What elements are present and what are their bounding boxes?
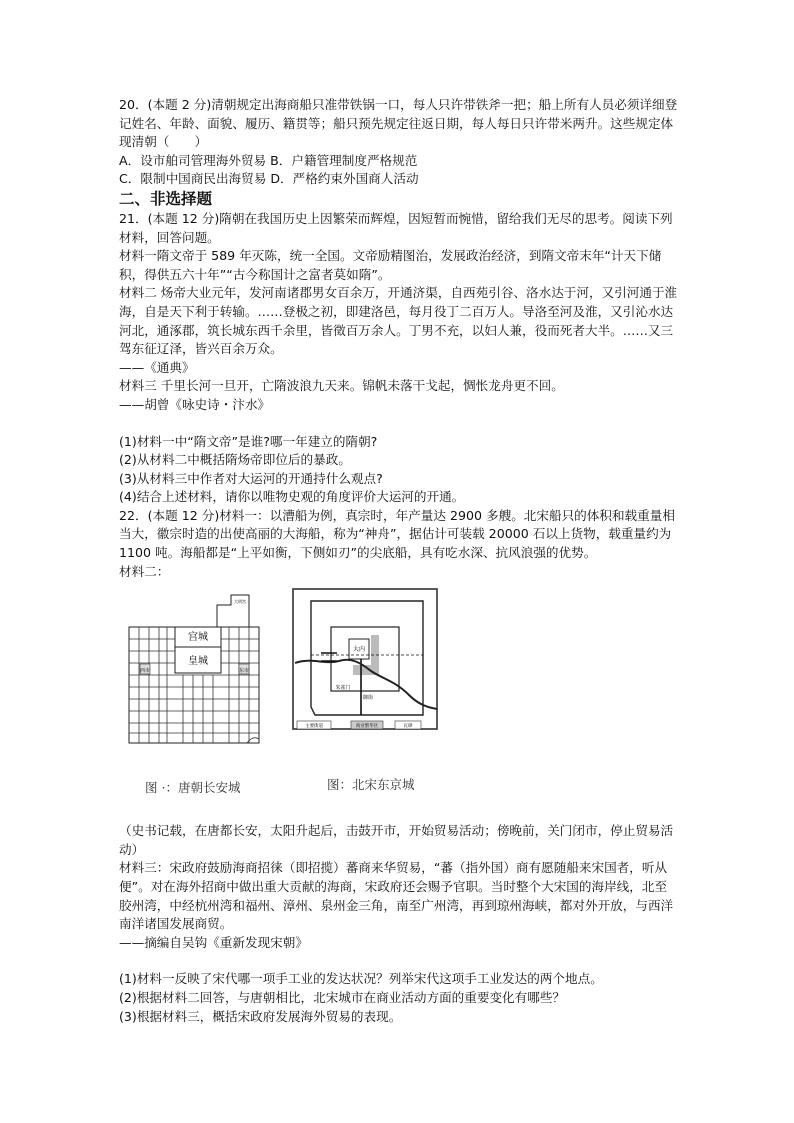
legend-commercial-zone: 商业繁华区 <box>355 724 379 730</box>
figure-1-caption: 图 ·：唐朝长安城 <box>145 780 241 796</box>
q22-question-3: (3)根据材料三，概括宋政府发展海外贸易的表现。 <box>119 1008 402 1024</box>
q21-material-2: 材料二 炀帝大业元年，发河南诸郡男女百余万，开通济渠，自西苑引谷、洛水达于河，又引河通于淮海，自是天下利于转输。……登极之初，即建洛邑，每月役丁二百万人。导洛至河及淮，又引沁水达河北，通涿郡，筑长城东西千余里，皆徵百万余人。丁男不充，以妇人兼，役而死者大半。……又三驾东征辽泽，皆兴百余万众。 <box>119 285 678 357</box>
imperial-city-label: 皇城 <box>188 656 208 668</box>
east-market-label: 东市 <box>238 668 250 675</box>
q22-question-1: (1)材料一反映了宋代哪一项手工业的发达状况？列举宋代这项手工业发达的两个地点。 <box>119 971 603 987</box>
imperial-street-label: 御街 <box>362 695 374 702</box>
q20-stem: 20．(本题 2 分)清朝规定出海商船只准带铁锅一口，每人只许带铁斧一把；船上所有人员必须详细登记姓名、年龄、面貌、履历、籍贯等；船只预先规定往返日期，每人每日只许带米两升。这些规定体现清朝（ ） <box>119 97 678 150</box>
palace-city-label: 宫城 <box>188 632 208 644</box>
q21-material-3-source: ——胡曾《咏史诗・汴水》 <box>119 396 271 412</box>
q21-material-3: 材料三 千里长河一旦开，亡隋波浪九天来。锦帆未落干戈起，惆怅龙舟更不回。 <box>119 378 564 394</box>
q21-stem: 21．(本题 12 分)隋朝在我国历史上因繁荣而辉煌，因短暂而惋惜，留给我们无尽的思考。阅读下列材料，回答问题。 <box>119 210 673 245</box>
changan-map-figure <box>127 593 267 753</box>
legend-washi: 瓦肆 <box>403 724 413 730</box>
figure-area <box>119 587 679 822</box>
inner-palace-label: 大内 <box>352 646 366 654</box>
q21-question-1: (1)材料一中“隋文帝”是谁?哪一年建立的隋朝? <box>119 433 378 449</box>
daming-palace-label: 大明宫 <box>234 599 246 605</box>
q21-question-4: (4)结合上述材料，请你以唯物史观的角度评价大运河的开通。 <box>119 489 465 505</box>
exam-page <box>119 96 679 1026</box>
dongjing-map-figure <box>291 587 441 747</box>
q20-options-cd: C．限制中国商民出海贸易 D．严格约束外国商人活动 <box>119 171 419 187</box>
q22-material-3: 材料三：宋政府鼓励海商招徕（即招揽）蕃商来华贸易，“蕃（指外国）商有愿随船来宋国者，听从便”。对在海外招商中做出重大贡献的海商，宋政府还会赐予官职。当时整个大宋国的海岸线，北至胶州湾，中经杭州湾和福州、漳州、泉州金三角，南至广州湾，再到琼州海峡，都对外开放，与西洋南洋诸国发展商贸。 <box>119 860 674 932</box>
q22-material-3-source: ——摘编自吴钩《重新发现宋朝》 <box>119 934 308 950</box>
q21-question-3: (3)从材料三中作者对大运河的开通持什么观点? <box>119 470 383 486</box>
q21-material-1: 材料一隋文帝于 589 年灭陈，统一全国。文帝励精图治，发展政治经济，到隋文帝末年“计天下储积，得供五六十年”“古今称国计之富者莫如隋”。 <box>119 248 662 282</box>
west-market-label: 西市 <box>139 668 151 675</box>
q22-material-2-label: 材料二： <box>119 563 170 579</box>
q22-question-2: (2)根据材料二回答，与唐朝相比，北宋城市在商业活动方面的重要变化有哪些？ <box>119 990 566 1005</box>
zhuque-gate-label: 朱雀门 <box>335 685 351 692</box>
q21-material-2-source: ——《通典》 <box>119 359 195 375</box>
q21-question-2: (2)从材料二中概括隋炀帝即位后的暴政。 <box>119 452 351 468</box>
figure-2-caption: 图：北宋东京城 <box>327 777 415 793</box>
legend-main-street: 主要街道 <box>305 724 323 730</box>
q20-options-ab: A．设市舶司管理海外贸易 B．户籍管理制度严格规范 <box>119 152 418 168</box>
q22-stem: 22．(本题 12 分)材料一：以漕船为例，真宗时，年产量达 2900 多艘。北宋船只的体积和载重量相当大，徽宗时造的出使高丽的大海船，称为“神舟”，据估计可装载 20000 石以上货物，载重量约为 1100 吨。海船都是“上平如衡，下侧如刃”的尖底船，具有吃水深、抗风浪强的优势。 <box>119 507 675 561</box>
q22-note: （史书记载，在唐都长安，太阳升起后，击鼓开市，开始贸易活动；傍晚前，关门闭市，停止贸易活动） <box>119 823 674 857</box>
section-heading: 二、非选择题 <box>119 189 213 208</box>
